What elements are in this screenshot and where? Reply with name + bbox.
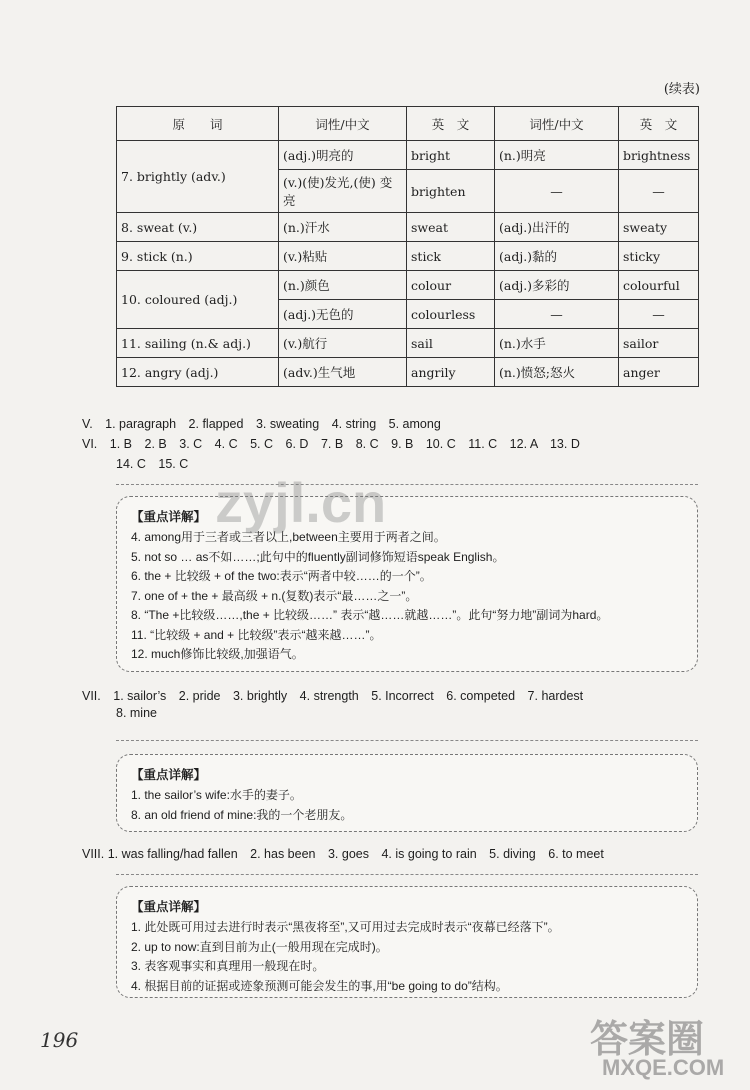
table-row [117,213,699,242]
original-word-cell: 11. sailing (n.& adj.) [117,329,279,358]
english-cell: brighten [407,170,495,213]
section-viii-answers: VIII. 1. was falling/had fallen 2. has been 3. goes 4. is going to rain 5. diving 6. to meet [82,847,604,861]
header-original-word: 原 词 [117,107,279,141]
detail-title: 【重点详解】 [131,767,207,782]
english-cell: sweat [407,213,495,242]
table-row [117,141,699,170]
english-cell: colourful [619,271,699,300]
pos-chinese-cell: (v.)航行 [279,329,407,358]
english-cell: brightness [619,141,699,170]
detail-box-1 [116,496,698,672]
detail-line: 8. “The +比较级……,the + 比较级……” 表示“越……就越……”。此句“努力地”副词为hard。 [131,608,609,622]
english-cell: — [619,170,699,213]
watermark-logo: 答案圈 [590,1019,705,1061]
watermark-url: MXQE.COM [602,1055,725,1080]
table-row [117,242,699,271]
english-cell: colourless [407,300,495,329]
detail-line: 8. an old friend of mine:我的一个老朋友。 [131,807,353,822]
section-vii-answers-cont: 8. mine [116,706,157,720]
detail-line: 1. 此处既可用过去进行时表示“黑夜将至”,又可用过去完成时表示“夜幕已经落下”。 [131,920,560,934]
divider [116,484,698,485]
detail-line: 4. among用于三者或三者以上,between主要用于两者之间。 [131,530,446,544]
english-cell: sticky [619,242,699,271]
pos-chinese-cell: (n.)汗水 [279,213,407,242]
detail-line: 7. one of + the + 最高级 + n.(复数)表示“最……之一”。 [131,588,418,603]
section-vi-answers-cont: 14. C 15. C [116,457,189,471]
table-header-row [117,107,699,141]
detail-line: 11. “比较级 + and + 比较级”表示“越来越……”。 [131,627,382,642]
detail-line: 2. up to now:直到目前为止(一般用现在完成时)。 [131,939,388,954]
table-row [117,358,699,387]
english-cell: angrily [407,358,495,387]
pos-chinese-cell: (v.)(使)发光,(使) 变亮 [279,170,407,213]
pos-chinese-cell: (n.)颜色 [279,271,407,300]
pos-chinese-cell: (adv.)生气地 [279,358,407,387]
english-cell: colour [407,271,495,300]
divider [116,874,698,875]
section-vii-answers: VII. 1. sailor’s 2. pride 3. brightly 4. strength 5. Incorrect 6. competed 7. hardest [82,689,584,703]
english-cell: sweaty [619,213,699,242]
original-word-cell: 7. brightly (adv.) [117,141,279,213]
table-row [117,271,699,300]
section-vi-answers: VI. 1. B 2. B 3. C 4. C 5. C 6. D 7. B 8. C 9. B 10. C 11. C 12. A 13. D [82,437,580,451]
pos-chinese-cell: (adj.)无色的 [279,300,407,329]
detail-title: 【重点详解】 [131,509,207,524]
english-cell: anger [619,358,699,387]
original-word-cell: 10. coloured (adj.) [117,271,279,329]
english-cell: — [619,300,699,329]
english-cell: bright [407,141,495,170]
header-english-2: 英 文 [619,107,699,141]
table-row [117,329,699,358]
page-number: 196 [40,1028,79,1052]
header-pos-chinese-1: 词性/中文 [279,107,407,141]
header-pos-chinese-2: 词性/中文 [495,107,619,141]
detail-line: 3. 表客观事实和真理用一般现在时。 [131,959,325,973]
detail-line: 1. the sailor’s wife:水手的妻子。 [131,788,302,802]
vocabulary-table [116,106,699,387]
original-word-cell: 9. stick (n.) [117,242,279,271]
section-v-answers: V. 1. paragraph 2. flapped 3. sweating 4. string 5. among [82,417,441,431]
table-body [117,141,699,387]
detail-box-2 [116,754,698,832]
pos-chinese-cell: (n.)水手 [495,329,619,358]
original-word-cell: 8. sweat (v.) [117,213,279,242]
detail-line: 4. 根据目前的证据或迹象预测可能会发生的事,用“be going to do”结构。 [131,978,508,993]
watermark-mid: zyjl.cn [215,471,387,534]
pos-chinese-cell: (n.)明亮 [495,141,619,170]
pos-chinese-cell: — [495,170,619,213]
detail-line: 12. much修饰比较级,加强语气。 [131,647,304,661]
pos-chinese-cell: (adj.)明亮的 [279,141,407,170]
detail-line: 6. the + 比较级 + of the two:表示“两者中较……的一个”。 [131,569,432,583]
header-english-1: 英 文 [407,107,495,141]
continued-label: (续表) [663,82,700,97]
pos-chinese-cell: (adj.)多彩的 [495,271,619,300]
detail-box-3 [116,886,698,998]
english-cell: stick [407,242,495,271]
pos-chinese-cell: (adj.)黏的 [495,242,619,271]
detail-title: 【重点详解】 [131,899,207,914]
pos-chinese-cell: (v.)粘贴 [279,242,407,271]
pos-chinese-cell: (n.)愤怒;怒火 [495,358,619,387]
pos-chinese-cell: (adj.)出汗的 [495,213,619,242]
english-cell: sailor [619,329,699,358]
pos-chinese-cell: — [495,300,619,329]
english-cell: sail [407,329,495,358]
divider [116,740,698,741]
original-word-cell: 12. angry (adj.) [117,358,279,387]
detail-line: 5. not so … as不如……;此句中的fluently副词修饰短语speak English。 [131,549,505,564]
